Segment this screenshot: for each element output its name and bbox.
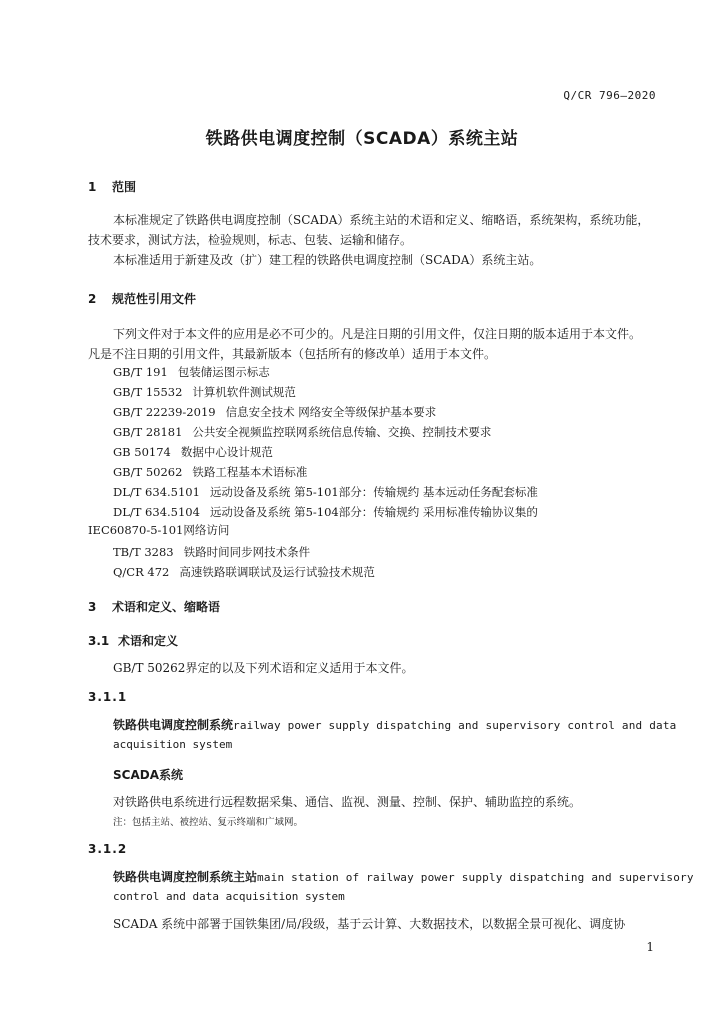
- reference-title: 信息安全技术 网络安全等级保护基本要求: [225, 405, 437, 419]
- reference-code: DL/T 634.5101: [113, 485, 200, 499]
- reference-title: 高速铁路联调联试及运行试验技术规范: [179, 565, 375, 579]
- reference-item: [113, 404, 436, 420]
- reference-item: [113, 484, 538, 500]
- standard-code-header: Q/CR 796—2020: [563, 89, 656, 102]
- term-3-1-2-name: [113, 868, 694, 885]
- reference-item: [113, 384, 296, 400]
- terms-intro-paragraph: GB/T 50262界定的以及下列术语和定义适用于本文件。: [113, 661, 414, 675]
- reference-title: 铁路时间同步网技术条件: [183, 545, 311, 559]
- scope-applicability-paragraph: 本标准适用于新建及改（扩）建工程的铁路供电调度控制（SCADA）系统主站。: [113, 253, 542, 267]
- term-definition: SCADA 系统中部署于国铁集团/局/段级，基于云计算、大数据技术，以数据全景可视化、调度协: [113, 917, 626, 931]
- reference-title: 远动设备及系统 第5-104部分：传输规约 采用标准传输协议集的: [209, 505, 538, 519]
- term-note: 注：包括主站、被控站、复示终端和广域网。: [113, 817, 304, 828]
- reference-item: [113, 544, 310, 560]
- reference-item: [113, 564, 375, 580]
- term-english: railway power supply dispatching and supervisory control and data: [233, 719, 677, 732]
- reference-code: GB/T 15532: [113, 385, 183, 399]
- reference-code: GB/T 28181: [113, 425, 183, 439]
- term-3-1-1-number: 3.1.1: [88, 690, 128, 704]
- references-intro-line1: 下列文件对于本文件的应用是必不可少的。凡是注日期的引用文件，仅注日期的版本适用于本文件。: [113, 327, 642, 341]
- section-title: 范围: [112, 180, 137, 194]
- section-number: 2: [88, 292, 97, 306]
- reference-item: [113, 504, 538, 520]
- scope-paragraph-line2: 技术要求，测试方法，检验规则，标志、包装、运输和储存。: [88, 233, 413, 247]
- section-title: 术语和定义、缩略语: [112, 600, 221, 614]
- reference-title: 铁路工程基本术语标准: [192, 465, 308, 479]
- reference-code: Q/CR 472: [113, 565, 170, 579]
- term-english-continuation: acquisition system: [113, 738, 233, 751]
- term-3-1-2-number: 3.1.2: [88, 842, 128, 856]
- reference-item: [113, 464, 307, 480]
- reference-code: GB/T 191: [113, 365, 168, 379]
- page-number: 1: [646, 940, 654, 954]
- term-3-1-1-name: [113, 716, 676, 733]
- term-english-continuation: control and data acquisition system: [113, 890, 345, 903]
- reference-title: 远动设备及系统 第5-101部分：传输规约 基本远动任务配套标准: [209, 485, 538, 499]
- reference-title: 包装储运图示标志: [177, 365, 270, 379]
- reference-code: TB/T 3283: [113, 545, 174, 559]
- subsection-number: 3.1: [88, 634, 110, 648]
- scope-paragraph-line1: 本标准规定了铁路供电调度控制（SCADA）系统主站的术语和定义、缩略语，系统架构，系统功能，: [113, 213, 650, 227]
- section-number: 3: [88, 600, 97, 614]
- term-definition: 对铁路供电系统进行远程数据采集、通信、监视、测量、控制、保护、辅助监控的系统。: [113, 795, 582, 809]
- reference-code: DL/T 634.5104: [113, 505, 200, 519]
- reference-title: 公共安全视频监控联网系统信息传输、交换、控制技术要求: [192, 425, 492, 439]
- reference-code: GB 50174: [113, 445, 171, 459]
- section-3-heading: [88, 598, 220, 615]
- references-intro-line2: 凡是不注日期的引用文件，其最新版本（包括所有的修改单）适用于本文件。: [88, 347, 497, 361]
- reference-continuation: IEC60870-5-101网络访问: [88, 523, 230, 537]
- reference-item: [113, 444, 273, 460]
- reference-title: 数据中心设计规范: [180, 445, 273, 459]
- term-abbreviation: SCADA系统: [113, 768, 183, 782]
- subsection-title: 术语和定义: [118, 634, 179, 648]
- section-2-heading: [88, 290, 196, 307]
- term-chinese: 铁路供电调度控制系统: [113, 718, 234, 732]
- term-chinese: 铁路供电调度控制系统主站: [113, 870, 258, 884]
- reference-code: GB/T 22239-2019: [113, 405, 216, 419]
- term-english: main station of railway power supply dispatching and supervisory: [257, 871, 694, 884]
- reference-item: [113, 424, 491, 440]
- reference-code: GB/T 50262: [113, 465, 183, 479]
- page-title: 铁路供电调度控制（SCADA）系统主站: [205, 129, 519, 149]
- section-title: 规范性引用文件: [112, 292, 197, 306]
- reference-title: 计算机软件测试规范: [192, 385, 296, 399]
- section-number: 1: [88, 180, 97, 194]
- reference-item: [113, 364, 270, 380]
- subsection-3-1-heading: [88, 632, 178, 649]
- section-1-heading: [88, 178, 136, 195]
